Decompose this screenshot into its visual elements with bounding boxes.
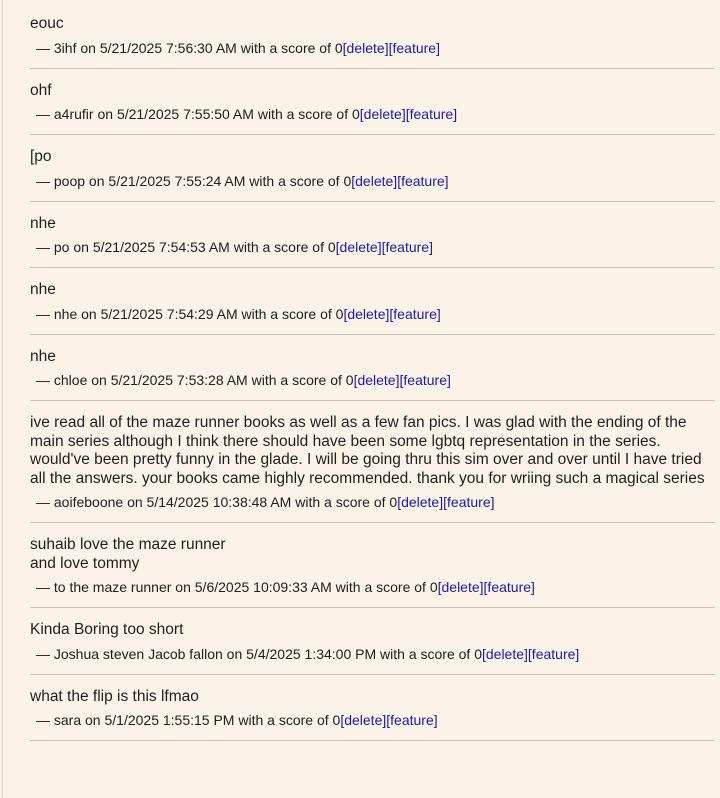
comment-item xyxy=(30,414,715,523)
comment-date: 5/6/2025 10:09:33 AM xyxy=(194,579,332,595)
comment-meta xyxy=(30,494,715,510)
on-label: on xyxy=(69,239,93,255)
on-label: on xyxy=(77,305,101,322)
comment-text: nhe xyxy=(30,214,56,232)
dash: — xyxy=(36,579,54,595)
comment-list xyxy=(30,15,715,754)
comment-author: nhe xyxy=(53,305,78,322)
comment-text: Kinda Boring too short xyxy=(30,621,184,638)
score-label: with a score of xyxy=(291,494,390,510)
comment-date: 5/4/2025 1:34:00 PM xyxy=(246,645,377,662)
delete-link[interactable]: [delete] xyxy=(335,239,382,255)
dash: — xyxy=(36,494,54,510)
feature-link[interactable]: [feature] xyxy=(389,305,441,322)
comment-author: chloe xyxy=(53,372,88,388)
comment-meta xyxy=(30,40,715,56)
comment-author: to the maze runner xyxy=(53,579,172,595)
dash: — xyxy=(36,305,54,322)
dash: — xyxy=(36,172,54,189)
comment-text: nhe xyxy=(30,281,56,298)
comment-meta xyxy=(30,173,715,189)
comment-text: what the flip is this lfmao xyxy=(30,687,199,705)
comment-date: 5/21/2025 7:53:28 AM xyxy=(110,372,248,388)
score-label: with a score of xyxy=(245,172,344,189)
comment-item xyxy=(30,348,715,402)
comment-text: eouc xyxy=(30,15,64,32)
feature-link[interactable]: [feature] xyxy=(397,172,449,189)
score-label: with a score of xyxy=(234,712,333,728)
score-label: with a score of xyxy=(237,305,336,322)
dash: — xyxy=(36,712,54,728)
on-label: on xyxy=(171,579,195,595)
comment-item xyxy=(30,148,715,202)
comment-item xyxy=(30,621,715,675)
comment-meta xyxy=(30,646,715,662)
score-label: with a score of xyxy=(376,645,475,662)
comment-author: aoifeboone xyxy=(53,494,124,510)
comment-author: poop xyxy=(53,172,86,189)
comment-score: 0 xyxy=(332,712,341,728)
comment-author: 3ihf xyxy=(53,39,77,56)
score-label: with a score of xyxy=(229,239,328,255)
score-label: with a score of xyxy=(253,106,352,122)
comment-date: 5/1/2025 1:55:15 PM xyxy=(104,712,235,728)
score-label: with a score of xyxy=(247,372,346,388)
delete-link[interactable]: [delete] xyxy=(437,579,484,595)
feature-link[interactable]: [feature] xyxy=(399,372,451,388)
delete-link[interactable]: [delete] xyxy=(340,712,387,728)
comment-text: suhaib love the maze runner and love tommy xyxy=(30,536,226,572)
comment-date: 5/21/2025 7:55:24 AM xyxy=(108,172,246,189)
delete-link[interactable]: [delete] xyxy=(351,172,398,189)
on-label: on xyxy=(222,645,247,662)
comment-score: 0 xyxy=(351,106,360,122)
dash: — xyxy=(36,239,54,255)
dash: — xyxy=(36,39,54,56)
dash: — xyxy=(36,645,54,662)
feature-link[interactable]: [feature] xyxy=(527,645,580,662)
comment-meta xyxy=(30,372,715,388)
comment-item xyxy=(30,82,715,136)
on-label: on xyxy=(85,172,109,189)
comment-date: 5/21/2025 7:54:29 AM xyxy=(100,305,238,322)
comment-meta xyxy=(30,106,715,122)
comment-meta xyxy=(30,712,715,728)
comment-meta xyxy=(30,579,715,595)
feature-link[interactable]: [feature] xyxy=(381,239,433,255)
delete-link[interactable]: [delete] xyxy=(342,39,389,56)
on-label: on xyxy=(76,39,100,56)
feature-link[interactable]: [feature] xyxy=(386,712,438,728)
delete-link[interactable]: [delete] xyxy=(353,372,400,388)
on-label: on xyxy=(87,372,111,388)
comment-date: 5/21/2025 7:56:30 AM xyxy=(99,39,237,56)
comment-author: a4rufir xyxy=(53,106,94,122)
comment-score: 0 xyxy=(343,172,352,189)
comment-item xyxy=(30,688,715,742)
score-label: with a score of xyxy=(331,579,430,595)
comment-date: 5/21/2025 7:54:53 AM xyxy=(92,239,230,255)
comment-item xyxy=(30,15,715,69)
comment-meta xyxy=(30,239,715,255)
comment-text: [po xyxy=(30,148,52,165)
delete-link[interactable]: [delete] xyxy=(359,106,406,122)
on-label: on xyxy=(123,494,147,510)
page-heading-cut xyxy=(0,0,200,4)
feature-link[interactable]: [feature] xyxy=(405,106,458,122)
comment-meta xyxy=(30,306,715,322)
comment-author: sara xyxy=(53,712,82,728)
comment-author: Joshua steven Jacob fallon xyxy=(53,645,223,662)
comment-item xyxy=(30,536,715,608)
comment-score: 0 xyxy=(327,239,336,255)
comment-text: nhe xyxy=(30,347,56,365)
feature-link[interactable]: [feature] xyxy=(443,494,495,510)
feature-link[interactable]: [feature] xyxy=(483,579,535,595)
comment-text: ive read all of the maze runner books as well as a few fan pics. I was glad with the ending of the main series although I think there should have been some lgbtq representation in the series. would've been pretty funny in the glade. I will be going thru this sim over and over until I have tried all the answers. your books came highly recommended. thank you for wriing such a magical series xyxy=(30,414,706,487)
delete-link[interactable]: [delete] xyxy=(343,305,390,322)
comment-score: 0 xyxy=(389,494,398,510)
dash: — xyxy=(36,106,54,122)
comment-score: 0 xyxy=(334,39,343,56)
feature-link[interactable]: [feature] xyxy=(388,39,440,56)
dash: — xyxy=(36,372,54,388)
left-border xyxy=(2,0,3,798)
comment-score: 0 xyxy=(429,579,438,595)
comment-author: po xyxy=(53,239,70,255)
comment-score: 0 xyxy=(345,372,354,388)
delete-link[interactable]: [delete] xyxy=(481,645,528,662)
comment-date: 5/21/2025 7:55:50 AM xyxy=(116,106,254,122)
comment-item xyxy=(30,281,715,335)
comment-item xyxy=(30,215,715,269)
on-label: on xyxy=(93,106,117,122)
comment-date: 5/14/2025 10:38:48 AM xyxy=(146,494,292,510)
delete-link[interactable]: [delete] xyxy=(397,494,444,510)
comment-text: ohf xyxy=(30,81,52,99)
comment-score: 0 xyxy=(335,305,344,322)
comment-score: 0 xyxy=(474,645,482,662)
on-label: on xyxy=(81,712,105,728)
score-label: with a score of xyxy=(236,39,335,56)
